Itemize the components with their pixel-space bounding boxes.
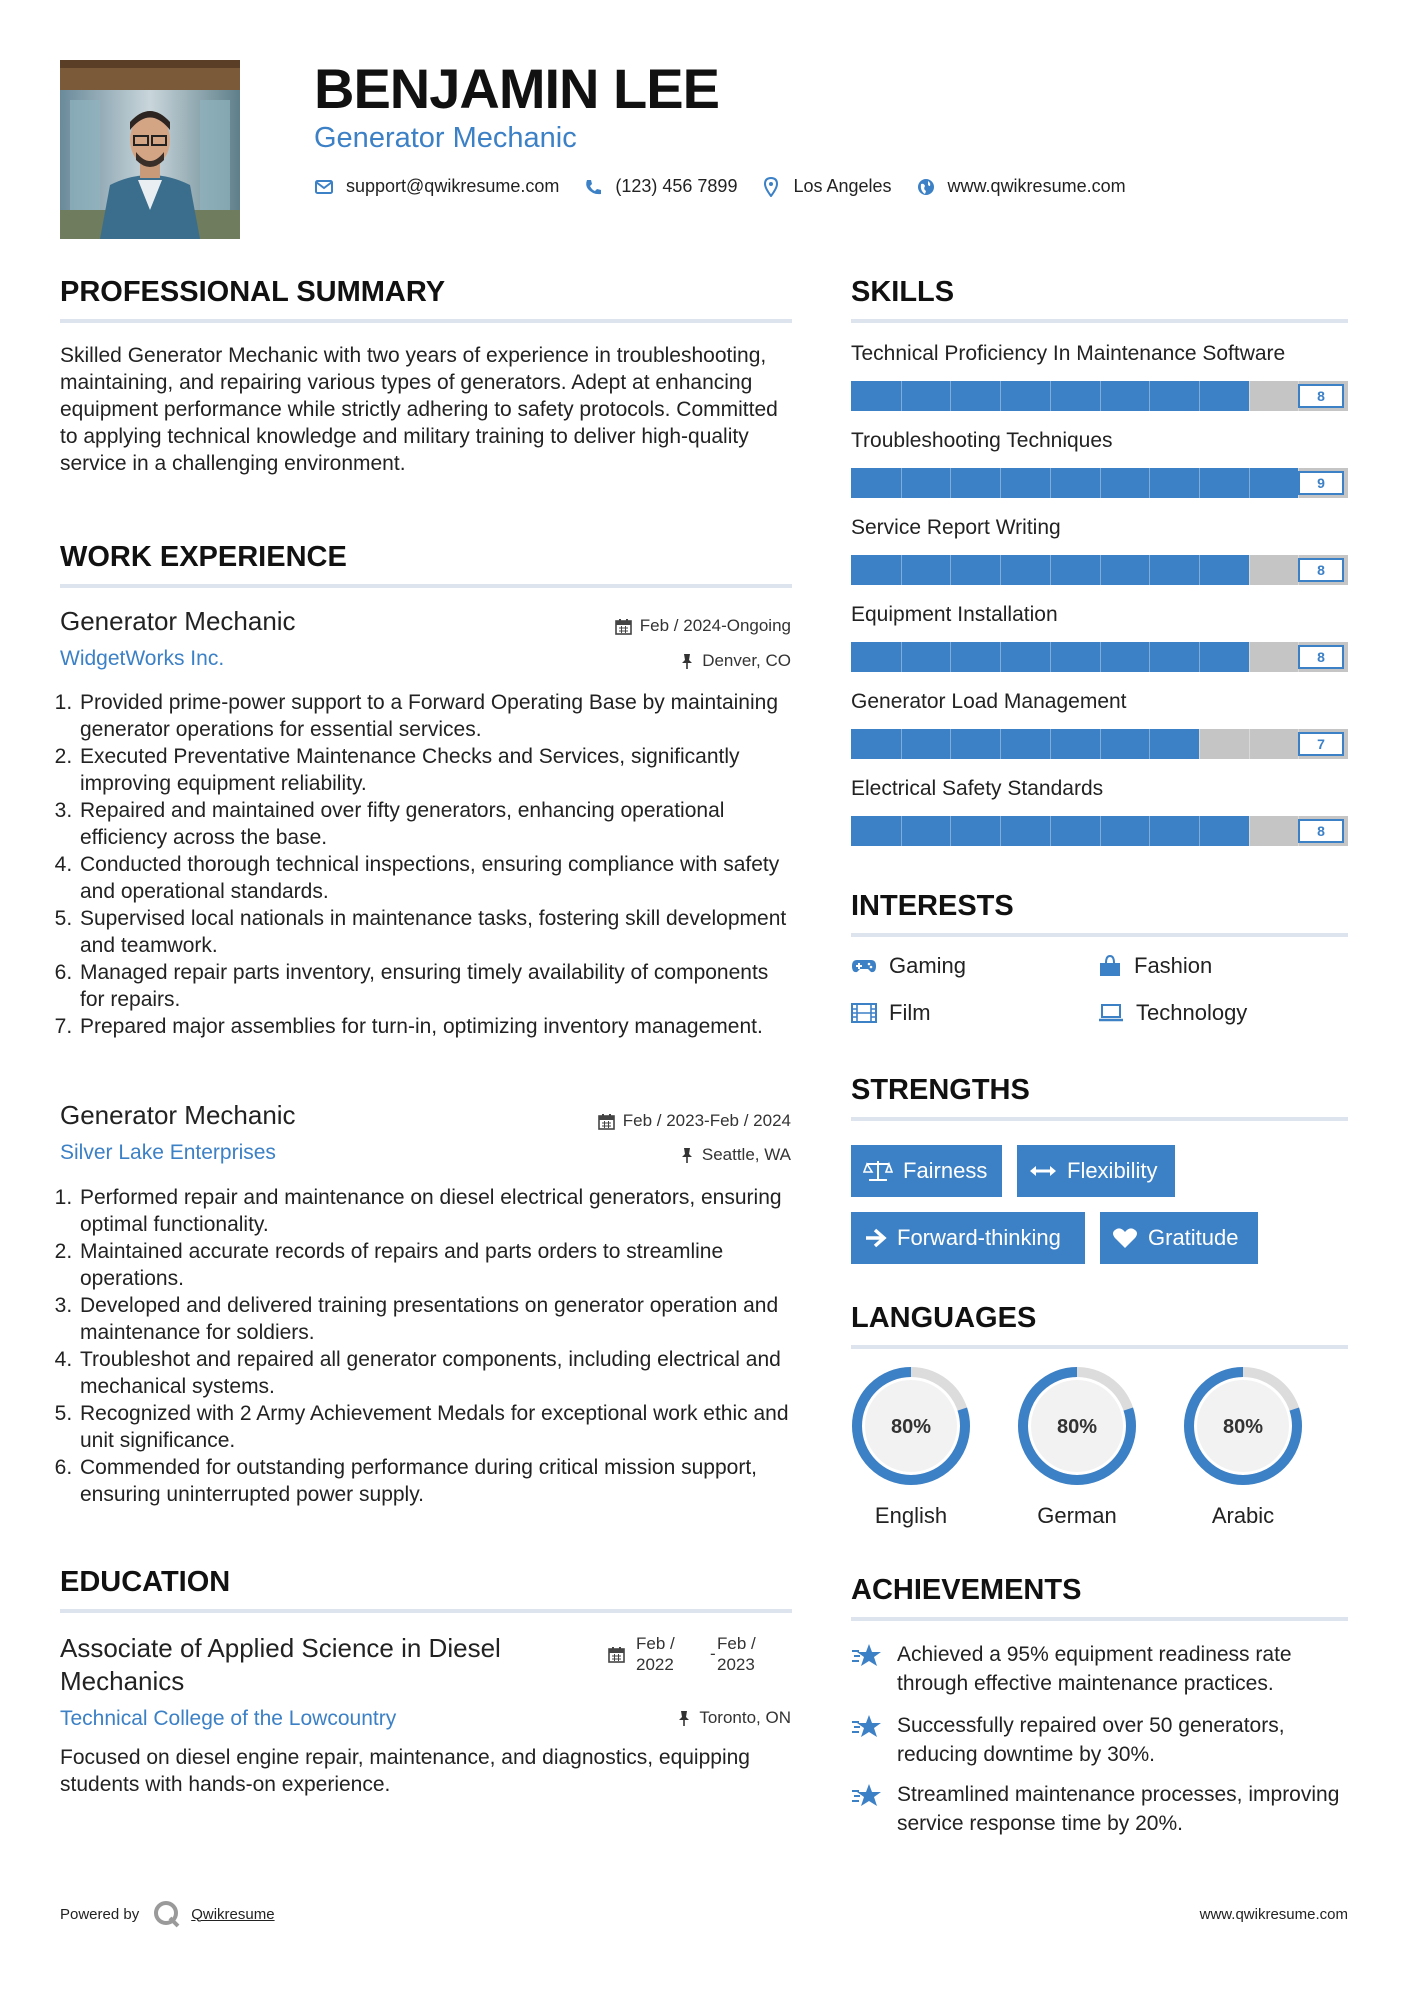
list-item: 1. Performed repair and maintenance on diesel electrical generators, ensuring optimal functionality. xyxy=(78,1184,798,1238)
skill-label: Service Report Writing xyxy=(851,516,1061,539)
envelope-icon xyxy=(314,177,334,197)
language-name: German xyxy=(1037,1503,1117,1528)
school-name: Technical College of the Lowcountry xyxy=(60,1707,397,1730)
company-name: WidgetWorks Inc. xyxy=(60,647,225,670)
footer-website[interactable]: www.qwikresume.com xyxy=(1199,1906,1348,1923)
list-item: 2. Executed Preventative Maintenance Checks and Services, significantly improving equipment reliability. xyxy=(78,743,798,797)
interest-label: Gaming xyxy=(889,953,967,978)
shopping-bag-icon xyxy=(1098,955,1122,977)
skill-bar xyxy=(851,555,1348,585)
language-name: Arabic xyxy=(1211,1503,1275,1528)
job-location xyxy=(680,1145,791,1165)
language-percent: 80% xyxy=(1056,1416,1098,1438)
skill-bar-segment xyxy=(1050,555,1051,585)
list-item: 5. Supervised local nationals in maintenance tasks, fostering skill development and teamwork. xyxy=(78,905,798,959)
contact-location xyxy=(761,176,891,197)
candidate-role: Generator Mechanic xyxy=(314,122,577,154)
calendar-icon xyxy=(615,618,632,635)
skill-bar-segment xyxy=(1149,555,1150,585)
language-item xyxy=(1181,1364,1305,1529)
skill-bar xyxy=(851,729,1348,759)
strength-tag-forward-thinking xyxy=(851,1212,1085,1264)
skill-bar-segment xyxy=(1249,642,1250,672)
job-date-text: Feb / 2024-Ongoing xyxy=(639,616,791,635)
film-icon xyxy=(851,1003,877,1023)
interest-gaming xyxy=(851,953,966,979)
interest-label: Fashion xyxy=(1134,953,1213,978)
skill-label: Troubleshooting Techniques xyxy=(851,429,1113,452)
languages-heading: LANGUAGES xyxy=(851,1302,1348,1349)
language-item xyxy=(849,1364,973,1529)
list-item: 6. Managed repair parts inventory, ensuring timely availability of components for repairs. xyxy=(78,959,798,1013)
skill-bar-segment xyxy=(950,381,951,411)
skill-bar xyxy=(851,642,1348,672)
pushpin-icon xyxy=(680,653,694,670)
list-item: 3. Repaired and maintained over fifty generators, enhancing operational efficiency across the base. xyxy=(78,797,798,851)
achievement-text: Achieved a 95% equipment readiness rate through effective maintenance practices. xyxy=(897,1643,1292,1695)
achievement-item xyxy=(851,1780,1348,1838)
balance-scale-icon xyxy=(863,1159,893,1183)
arrows-horizontal-icon xyxy=(1029,1161,1057,1181)
strength-tag-flexibility xyxy=(1017,1145,1175,1197)
job-duties-list xyxy=(60,689,798,1040)
skill-bar-segment xyxy=(1100,468,1101,498)
skill-bar-segment xyxy=(1249,381,1250,411)
strength-label: Forward-thinking xyxy=(897,1225,1061,1250)
qwikresume-logo-icon xyxy=(153,1900,181,1928)
skill-bar-segment xyxy=(1100,816,1101,846)
achievements-heading: ACHIEVEMENTS xyxy=(851,1574,1348,1621)
interest-fashion xyxy=(1098,953,1212,979)
strengths-heading: STRENGTHS xyxy=(851,1074,1348,1121)
language-percent: 80% xyxy=(1222,1416,1264,1438)
skill-bar-segment xyxy=(1050,642,1051,672)
edu-location-text: Toronto, ON xyxy=(699,1708,791,1727)
company-name: Silver Lake Enterprises xyxy=(60,1141,276,1164)
interest-technology xyxy=(1098,1000,1247,1026)
achievement-text: Streamlined maintenance processes, improving service response time by 20%. xyxy=(897,1783,1340,1835)
list-item: 2. Maintained accurate records of repairs and parts orders to streamline operations. xyxy=(78,1238,798,1292)
skill-bar xyxy=(851,816,1348,846)
language-ring xyxy=(1181,1364,1305,1488)
brand-link[interactable]: Qwikresume xyxy=(191,1905,275,1923)
job-location-text: Seattle, WA xyxy=(701,1145,791,1164)
job-location xyxy=(680,651,791,671)
skill-bar-segment xyxy=(1000,729,1001,759)
skill-rating: 8 xyxy=(1298,819,1344,843)
skill-label: Generator Load Management xyxy=(851,690,1127,713)
interest-label: Film xyxy=(889,1000,931,1025)
skill-bar-segment xyxy=(1100,381,1101,411)
calendar-icon xyxy=(598,1113,615,1130)
map-marker-icon xyxy=(761,177,781,197)
contact-phone[interactable] xyxy=(583,176,737,197)
contact-website[interactable] xyxy=(916,176,1126,197)
skill-bar-segment xyxy=(1199,729,1200,759)
language-item xyxy=(1015,1364,1139,1529)
interest-film xyxy=(851,1000,931,1026)
skill-label: Electrical Safety Standards xyxy=(851,777,1104,800)
skill-rating: 8 xyxy=(1298,558,1344,582)
skill-bar-segment xyxy=(1100,729,1101,759)
job-date xyxy=(615,616,791,636)
skills-heading: SKILLS xyxy=(851,276,1348,323)
strength-label: Fairness xyxy=(903,1158,988,1183)
skill-label: Equipment Installation xyxy=(851,603,1058,626)
edu-end-date xyxy=(717,1633,756,1675)
interest-label: Technology xyxy=(1136,1000,1248,1025)
heart-icon xyxy=(1112,1227,1138,1249)
candidate-name: BENJAMIN LEE xyxy=(314,57,719,120)
list-item: 4. Conducted thorough technical inspections, ensuring compliance with safety and operational standards. xyxy=(78,851,798,905)
star-trophy-icon xyxy=(851,1642,883,1670)
strength-tag-fairness xyxy=(851,1145,1002,1197)
job-title: Generator Mechanic xyxy=(60,606,296,636)
experience-heading: WORK EXPERIENCE xyxy=(60,541,792,588)
skill-rating: 8 xyxy=(1298,645,1344,669)
skill-rating: 7 xyxy=(1298,732,1344,756)
skill-bar-segment xyxy=(1149,729,1150,759)
education-heading: EDUCATION xyxy=(60,1566,792,1613)
contact-bar xyxy=(314,176,1150,197)
skill-bar-segment xyxy=(1000,555,1001,585)
gamepad-icon xyxy=(851,957,877,975)
summary-text: Skilled Generator Mechanic with two years of experience in troubleshooting, maintaining, and repairing various types of generators. Adept at enhancing equipment performance while strictly adhering to safety protocols. Committed to applying technical knowledge and military training to deliver high-quality service in a challenging environment. xyxy=(60,344,778,475)
contact-email[interactable] xyxy=(314,176,559,197)
achievement-text: Successfully repaired over 50 generators, reducing downtime by 30%. xyxy=(897,1714,1285,1766)
list-item: 7. Prepared major assemblies for turn-in, optimizing inventory management. xyxy=(78,1013,798,1040)
skill-bar-segment xyxy=(1199,642,1200,672)
job-title: Generator Mechanic xyxy=(60,1100,296,1130)
email-text: support@qwikresume.com xyxy=(346,176,560,196)
phone-icon xyxy=(583,177,603,197)
skill-bar-segment xyxy=(901,642,902,672)
job-date-text: Feb / 2023-Feb / 2024 xyxy=(622,1111,791,1130)
list-item: 1. Provided prime-power support to a Forward Operating Base by maintaining generator operations for essential services. xyxy=(78,689,798,743)
pushpin-icon xyxy=(680,1147,694,1164)
achievement-item xyxy=(851,1640,1348,1698)
skill-bar-fill xyxy=(851,729,1199,759)
location-text: Los Angeles xyxy=(793,176,892,196)
skill-bar-segment xyxy=(901,816,902,846)
language-name: English xyxy=(874,1503,948,1528)
skill-bar-segment xyxy=(1199,381,1200,411)
edu-date-separator: - xyxy=(710,1644,716,1663)
skill-bar-segment xyxy=(901,381,902,411)
skill-bar-segment xyxy=(950,729,951,759)
skill-bar-segment xyxy=(901,729,902,759)
skill-bar-segment xyxy=(950,642,951,672)
list-item: 3. Developed and delivered training presentations on generator operation and maintenance for soldiers. xyxy=(78,1292,798,1346)
edu-start-year: 2022 xyxy=(636,1655,674,1674)
interests-heading: INTERESTS xyxy=(851,890,1348,937)
laptop-icon xyxy=(1098,1003,1124,1023)
skill-bar-segment xyxy=(1050,816,1051,846)
list-item: 5. Recognized with 2 Army Achievement Medals for exceptional work ethic and unit significance. xyxy=(78,1400,798,1454)
skill-bar-segment xyxy=(950,816,951,846)
skill-bar-segment xyxy=(950,555,951,585)
skill-bar-segment xyxy=(1100,642,1101,672)
skill-bar-segment xyxy=(1100,555,1101,585)
star-trophy-icon xyxy=(851,1713,883,1741)
footer-powered-by xyxy=(60,1900,275,1928)
skill-bar-segment xyxy=(1249,816,1250,846)
skill-bar-fill xyxy=(851,468,1298,498)
edu-description: Focused on diesel engine repair, maintenance, and diagnostics, equipping students with hands-on experience. xyxy=(60,1746,750,1796)
star-trophy-icon xyxy=(851,1782,883,1810)
calendar-icon xyxy=(608,1646,625,1663)
skill-bar-segment xyxy=(1050,729,1051,759)
phone-text: (123) 456 7899 xyxy=(615,176,738,196)
skill-bar-segment xyxy=(901,555,902,585)
skill-label: Technical Proficiency In Maintenance Software xyxy=(851,342,1286,365)
skill-bar-segment xyxy=(1149,816,1150,846)
edu-location xyxy=(677,1708,791,1728)
job-date xyxy=(598,1111,791,1131)
pushpin-icon xyxy=(677,1710,691,1727)
skill-bar xyxy=(851,468,1348,498)
list-item: 6. Commended for outstanding performance during critical mission support, ensuring uninterrupted power supply. xyxy=(78,1454,798,1508)
skill-bar-segment xyxy=(1199,468,1200,498)
profile-photo xyxy=(60,60,240,239)
job-location-text: Denver, CO xyxy=(702,651,791,670)
edu-end-month: Feb / xyxy=(717,1634,756,1653)
summary-heading: PROFESSIONAL SUMMARY xyxy=(60,276,792,323)
strength-label: Flexibility xyxy=(1067,1158,1158,1183)
skill-bar-segment xyxy=(1149,468,1150,498)
achievement-item xyxy=(851,1711,1348,1769)
skill-bar-segment xyxy=(1149,642,1150,672)
skill-bar-segment xyxy=(901,468,902,498)
skill-bar-segment xyxy=(1249,729,1250,759)
arrow-right-icon xyxy=(863,1227,887,1249)
strength-tag-gratitude xyxy=(1100,1212,1258,1264)
skill-bar xyxy=(851,381,1348,411)
skill-bar-segment xyxy=(1050,381,1051,411)
edu-start-month: Feb / xyxy=(636,1634,675,1653)
skill-bar-segment xyxy=(1050,468,1051,498)
website-text: www.qwikresume.com xyxy=(947,176,1126,196)
degree-title: Associate of Applied Science in Diesel Mechanics xyxy=(60,1633,501,1696)
powered-by-text: Powered by xyxy=(60,1905,140,1923)
skill-rating: 8 xyxy=(1298,384,1344,408)
skill-bar-segment xyxy=(1199,816,1200,846)
skill-bar-segment xyxy=(1000,816,1001,846)
language-percent: 80% xyxy=(890,1416,932,1438)
skill-bar-segment xyxy=(1000,468,1001,498)
skill-rating: 9 xyxy=(1298,471,1344,495)
skill-bar-segment xyxy=(1149,381,1150,411)
edu-start-date xyxy=(636,1633,675,1675)
skill-bar-segment xyxy=(1000,381,1001,411)
skill-bar-segment xyxy=(950,468,951,498)
skill-bar-segment xyxy=(1249,555,1250,585)
list-item: 4. Troubleshot and repaired all generator components, including electrical and mechanical systems. xyxy=(78,1346,798,1400)
skill-bar-segment xyxy=(1249,468,1250,498)
skill-bar-segment xyxy=(1000,642,1001,672)
job-duties-list xyxy=(60,1184,798,1508)
language-ring xyxy=(1015,1364,1139,1488)
strength-label: Gratitude xyxy=(1148,1225,1239,1250)
edu-end-year: 2023 xyxy=(717,1655,755,1674)
skill-bar-segment xyxy=(1199,555,1200,585)
language-ring xyxy=(849,1364,973,1488)
globe-icon xyxy=(916,177,936,197)
